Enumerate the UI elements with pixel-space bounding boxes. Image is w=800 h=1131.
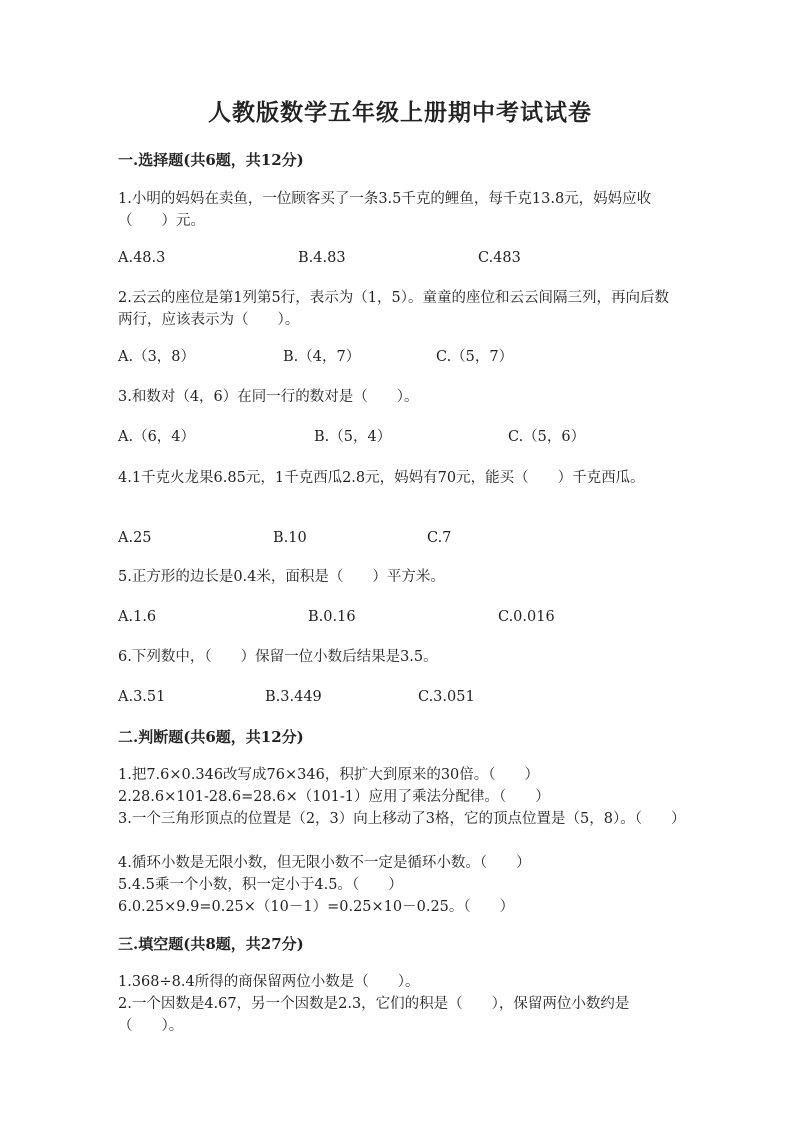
option-b: B.（4，7） bbox=[283, 349, 361, 365]
exam-title: 人教版数学五年级上册期中考试试卷 bbox=[208, 99, 592, 126]
option-row bbox=[118, 426, 683, 448]
option-c: C.0.016 bbox=[498, 609, 555, 625]
option-c: C.7 bbox=[427, 530, 452, 546]
option-a: A.25 bbox=[118, 530, 152, 546]
option-c: C.3.051 bbox=[418, 689, 475, 705]
option-a: A.（3，8） bbox=[118, 349, 196, 365]
list-item: 2.一个因数是4.67，另一个因数是2.3，它们的积是（ ），保留两位小数约是（ ）。 bbox=[118, 996, 630, 1034]
list-item: 1.368÷8.4所得的商保留两位小数是（ ）。 bbox=[118, 974, 420, 990]
option-c: C.483 bbox=[478, 250, 521, 266]
list-item: 5.4.5乘一个小数，积一定小于4.5。（ ） bbox=[118, 877, 403, 893]
list-item: 1.把7.6×0.346改写成76×346，积扩大到原来的30倍。（ ） bbox=[118, 767, 540, 783]
list-item: 3.一个三角形顶点的位置是（2，3）向上移动了3格，它的顶点位置是（5，8）。（ ） bbox=[118, 811, 686, 827]
option-a: A.1.6 bbox=[118, 609, 157, 625]
list-item: 4.循环小数是无限小数，但无限小数不一定是循环小数。（ ） bbox=[118, 855, 531, 871]
question-text: 4.1千克火龙果6.85元，1千克西瓜2.8元，妈妈有70元，能买（ ）千克西瓜。 bbox=[118, 470, 645, 486]
option-row bbox=[118, 527, 683, 549]
option-row bbox=[118, 686, 683, 708]
section-heading-choice: 一.选择题(共6题，共12分) bbox=[118, 151, 304, 169]
section-heading-fill-in: 三.填空题(共8题，共27分) bbox=[118, 935, 304, 953]
option-a: A.3.51 bbox=[118, 689, 166, 705]
question-text: 1.小明的妈妈在卖鱼，一位顾客买了一条3.5千克的鲤鱼，每千克13.8元，妈妈应收（ ）元。 bbox=[118, 191, 652, 229]
section-heading-judgment: 二.判断题(共6题，共12分) bbox=[118, 728, 304, 746]
question-text: 3.和数对（4，6）在同一行的数对是（ ）。 bbox=[118, 389, 419, 405]
option-b: B.0.16 bbox=[308, 609, 356, 625]
option-a: A.（6，4） bbox=[118, 429, 196, 445]
option-c: C.（5，6） bbox=[508, 429, 586, 445]
option-a: A.48.3 bbox=[118, 250, 166, 266]
option-row bbox=[118, 247, 683, 269]
question-text: 2.云云的座位是第1列第5行，表示为（1，5）。童童的座位和云云间隔三列，再向后数两行，应该表示为（ ）。 bbox=[118, 290, 669, 328]
option-b: B.（5，4） bbox=[314, 429, 392, 445]
option-b: B.3.449 bbox=[265, 689, 322, 705]
question-text: 6.下列数中，（ ）保留一位小数后结果是3.5。 bbox=[118, 649, 438, 665]
option-b: B.4.83 bbox=[298, 250, 346, 266]
list-item: 6.0.25×9.9=0.25×（10－1）=0.25×10－0.25。（ ） bbox=[118, 899, 515, 915]
list-item: 2.28.6×101-28.6=28.6×（101-1）应用了乘法分配律。（ ） bbox=[118, 789, 550, 805]
question-text: 5.正方形的边长是0.4米，面积是（ ）平方米。 bbox=[118, 569, 445, 585]
option-row bbox=[118, 346, 683, 368]
option-c: C.（5，7） bbox=[436, 349, 514, 365]
option-row bbox=[118, 606, 683, 628]
option-b: B.10 bbox=[273, 530, 307, 546]
